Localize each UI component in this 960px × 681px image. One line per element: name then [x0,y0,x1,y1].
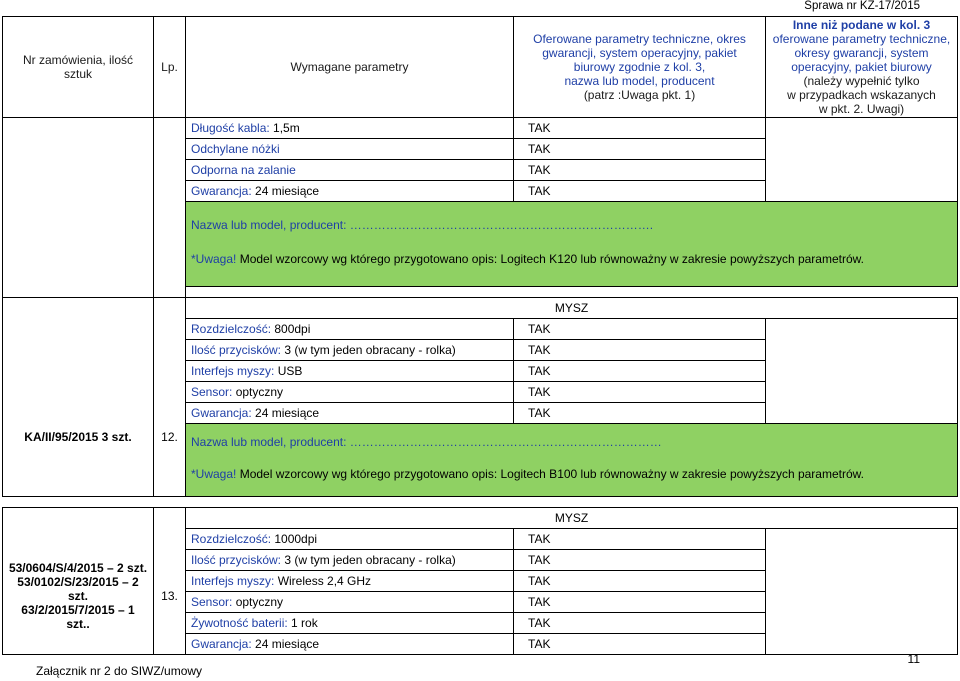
tak-cell: TAK [514,529,766,550]
param-cell: Gwarancja: 24 miesiące [186,403,514,424]
model-note-cell[interactable] [186,202,958,287]
tak-cell: TAK [514,571,766,592]
model-note: *Uwaga! Model wzorcowy wg którego przygotowano opis: Logitech B100 lub równoważny w zakresie powyższych parametrów. [191,467,864,481]
param-cell: Długość kabla: 1,5m [186,118,514,139]
param-cell: Odchylane nóżki [186,139,514,160]
param-cell: Sensor: optyczny [186,592,514,613]
lp-cell: 13. [154,508,186,655]
order-cell: 53/0604/S/4/2015 – 2 szt. 53/0102/S/23/2015 – 2 szt. 63/2/2015/7/2015 – 1 szt.. [3,508,154,655]
param-cell: Rozdzielczość: 1000dpi [186,529,514,550]
tak-cell: TAK [514,118,766,139]
tak-cell: TAK [514,139,766,160]
param-cell: Ilość przycisków: 3 (w tym jeden obracany - rolka) [186,340,514,361]
tak-cell: TAK [514,319,766,340]
model-line: Nazwa lub model, producent: …………………………………………………………………. [191,218,654,232]
footer-attachment-label: Załącznik nr 2 do SIWZ/umowy [36,664,203,678]
other-params-cell[interactable] [766,319,958,424]
table-row [3,118,958,139]
lp-cell: 12. [154,298,186,497]
param-cell: Rozdzielczość: 800dpi [186,319,514,340]
tak-cell: TAK [514,634,766,655]
other-params-cell[interactable] [766,529,958,655]
title-row [3,298,958,319]
page-header: Sprawa nr KZ-17/2015 [804,0,920,12]
model-note: *Uwaga! Model wzorcowy wg którego przygotowano opis: Logitech K120 lub równoważny w zakresie powyższych parametrów. [191,252,864,266]
param-cell: Interfejs myszy: USB [186,361,514,382]
param-cell: Interfejs myszy: Wireless 2,4 GHz [186,571,514,592]
model-note-cell[interactable] [186,424,958,497]
tak-cell: TAK [514,592,766,613]
specification-table [2,16,958,655]
section-title: MYSZ [186,298,958,319]
tak-cell: TAK [514,160,766,181]
param-cell: Odporna na zalanie [186,160,514,181]
model-line: Nazwa lub model, producent: …………………………………………………………………… [191,435,662,449]
param-cell: Gwarancja: 24 miesiące [186,634,514,655]
tak-cell: TAK [514,181,766,202]
param-cell: Żywotność baterii: 1 rok [186,613,514,634]
tak-cell: TAK [514,382,766,403]
header-order: Nr zamówienia, ilość sztuk [3,17,154,118]
tak-cell: TAK [514,550,766,571]
header-other-params: Inne niż podane w kol. 3 oferowane parametry techniczne, okresy gwarancji, system operacyjny, pakiet biurowy (należy wypełnić tylko w przypadkach wskazanych w pkt. 2. Uwagi) [766,17,958,118]
other-params-cell[interactable] [766,118,958,202]
title-row [3,508,958,529]
order-cell: KA/II/95/2015 3 szt. [3,298,154,497]
tak-cell: TAK [514,361,766,382]
tak-cell: TAK [514,340,766,361]
order-cell-empty [3,118,154,298]
lp-cell-empty [154,118,186,298]
header-required-params: Wymagane parametry [186,17,514,118]
table-header-row [3,17,958,118]
header-lp: Lp. [154,17,186,118]
tak-cell: TAK [514,613,766,634]
tak-cell: TAK [514,403,766,424]
param-cell: Gwarancja: 24 miesiące [186,181,514,202]
param-cell: Ilość przycisków: 3 (w tym jeden obracany - rolka) [186,550,514,571]
header-offered-params: Oferowane parametry techniczne, okres gwarancji, system operacyjny, pakiet biurowy zgodnie z kol. 3, nazwa lub model, producent (patrz :Uwaga pkt. 1) [514,17,766,118]
page-number: 11 [907,652,920,666]
param-cell: Sensor: optyczny [186,382,514,403]
spacer-row [3,497,958,508]
section-title: MYSZ [186,508,958,529]
